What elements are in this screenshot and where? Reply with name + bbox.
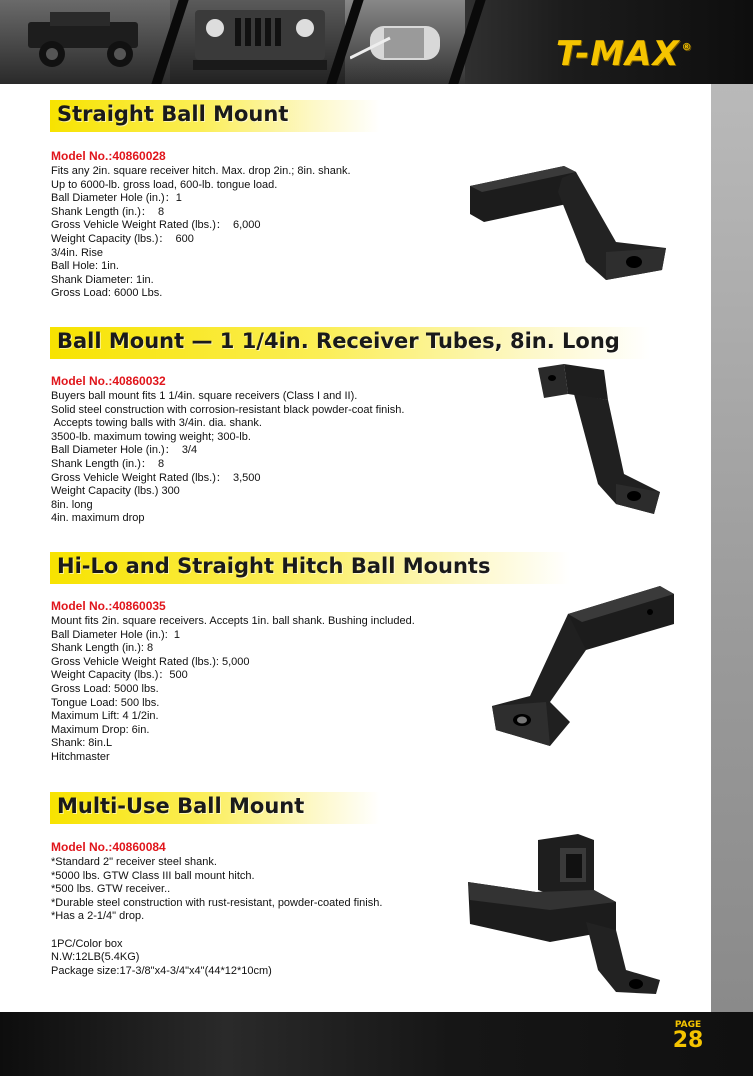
spec-line: 3500-lb. maximum towing weight; 300-lb. — [51, 430, 251, 443]
spec-line: Weight Capacity (lbs.)：500 — [51, 669, 188, 682]
model-number: Model No.:40860028 — [51, 149, 166, 163]
hi-lo-hitch-ball-mount-image — [490, 584, 676, 756]
spec-line: Shank: 8in.L — [51, 737, 113, 750]
spec-line: 1PC/Color box — [51, 937, 123, 950]
model-number: Model No.:40860084 — [51, 840, 166, 854]
humvee-grille-illustration — [185, 4, 335, 74]
spec-list — [51, 165, 351, 301]
spec-line: Hitchmaster — [51, 750, 110, 763]
spec-line: *Has a 2-1/4" drop. — [51, 910, 145, 923]
spec-line: Up to 6000-lb. gross load, 600-lb. tongue load. — [51, 178, 278, 191]
spec-line: Fits any 2in. square receiver hitch. Max. drop 2in.; 8in. shank. — [51, 165, 351, 177]
spec-line: Gross Vehicle Weight Rated (lbs.): 5,000 — [51, 655, 250, 668]
spec-line: Ball Diameter Hole (in.): 1 — [51, 628, 180, 641]
spec-line: Ball Diameter Hole (in.)：1 — [51, 192, 182, 205]
spec-line: Gross Load: 6000 Lbs. — [51, 287, 163, 300]
spec-line: Shank Length (in.)： 8 — [51, 457, 165, 470]
page-label: PAGE — [674, 1020, 702, 1030]
spec-line: Shank Length (in.): 8 — [51, 642, 154, 655]
multi-use-ball-mount-image — [466, 830, 662, 996]
spec-list — [51, 390, 404, 526]
spec-line: Package size:17-3/8"x4-3/4"x4"(44*12*10cm) — [51, 964, 272, 977]
spec-line: Gross Vehicle Weight Rated (lbs.)： 6,000 — [51, 219, 261, 232]
spec-line: Ball Diameter Hole (in.)： 3/4 — [51, 444, 198, 457]
spec-line: Gross Vehicle Weight Rated (lbs.)： 3,500 — [51, 471, 261, 484]
spec-line: Weight Capacity (lbs.)： 600 — [51, 232, 194, 245]
spec-line: Gross Load: 5000 lbs. — [51, 682, 159, 695]
spec-line: N.W:12LB(5.4KG) — [51, 951, 140, 964]
spec-line — [51, 924, 382, 938]
spec-line: Buyers ball mount fits 1 1/4in. square receivers (Class I and II). — [51, 390, 358, 402]
section-header: Hi-Lo and Straight Hitch Ball Mounts — [50, 552, 570, 584]
spec-line: Shank Diameter: 1in. — [51, 273, 154, 286]
spec-line: Accepts towing balls with 3/4in. dia. shank. — [51, 417, 262, 430]
jeep-illustration — [20, 10, 160, 70]
spec-line: Ball Hole: 1in. — [51, 260, 119, 273]
spec-line: 3/4in. Rise — [51, 246, 103, 259]
spec-line: *Standard 2" receiver steel shank. — [51, 856, 217, 868]
spec-line: Tongue Load: 500 lbs. — [51, 696, 160, 709]
content-sheet — [0, 84, 711, 1014]
bottom-footer — [0, 1012, 753, 1076]
model-number: Model No.:40860035 — [51, 599, 166, 613]
section-header: Multi-Use Ball Mount — [50, 792, 380, 824]
model-number: Model No.:40860032 — [51, 374, 166, 388]
tmax-logo: T-MAX ® — [556, 34, 693, 74]
right-margin-texture — [711, 84, 753, 1014]
spec-list — [51, 615, 415, 765]
spec-list — [51, 856, 382, 978]
page-number — [668, 1020, 708, 1052]
spec-line: *Durable steel construction with rust-resistant, powder-coated finish. — [51, 896, 383, 909]
spec-line: Weight Capacity (lbs.) 300 — [51, 485, 180, 498]
winch-illustration — [350, 8, 460, 73]
spec-line: Solid steel construction with corrosion-resistant black powder-coat finish. — [51, 403, 405, 416]
spec-line: 8in. long — [51, 498, 93, 511]
section-header: Straight Ball Mount — [50, 100, 380, 132]
spec-line: 4in. maximum drop — [51, 512, 145, 525]
spec-line: Mount fits 2in. square receivers. Accepts 1in. ball shank. Bushing included. — [51, 615, 415, 627]
spec-line: *500 lbs. GTW receiver.. — [51, 883, 171, 896]
spec-line: *5000 lbs. GTW Class III ball mount hitch. — [51, 869, 255, 882]
page-number-value: 28 — [672, 1028, 704, 1053]
section-header: Ball Mount — 1 1/4in. Receiver Tubes, 8in. Long — [50, 327, 650, 359]
spec-line: Shank Length (in.)： 8 — [51, 205, 165, 218]
straight-ball-mount-image — [466, 162, 672, 292]
receiver-tube-ball-mount-image — [534, 364, 664, 520]
top-banner — [0, 0, 753, 84]
spec-line: Maximum Drop: 6in. — [51, 723, 150, 736]
spec-line: Maximum Lift: 4 1/2in. — [51, 710, 159, 723]
